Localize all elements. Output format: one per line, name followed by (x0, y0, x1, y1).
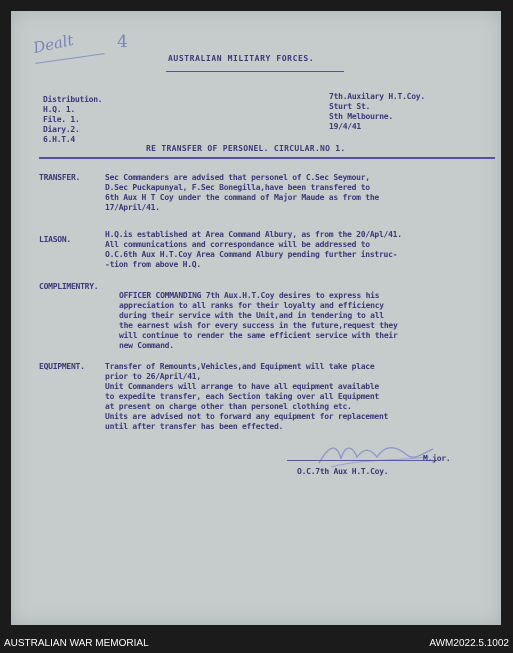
section-line: Unit Commanders will arrange to have all equipment available (105, 382, 379, 391)
distribution-line: H.Q. 1. (43, 105, 75, 114)
section-line: until after transfer has been effected. (105, 422, 284, 431)
section-line: appreciation to all ranks for their loyalty and efficiency (119, 301, 384, 310)
section-line: Sec Commanders are advised that personel of C.Sec Seymour, (105, 173, 370, 182)
section-label: TRANSFER. (39, 173, 81, 182)
distribution-line: 6.H.T.4 (43, 135, 75, 144)
section-line: at present on charge other than personel clothing etc. (105, 402, 352, 411)
section-label: LIASON. (39, 235, 71, 244)
address-date: 19/4/41 (329, 122, 361, 131)
document-subject: RE TRANSFER OF PERSONEL. CIRCULAR.NO 1. (146, 144, 346, 153)
section-line: OFFICER COMMANDING 7th Aux.H.T.Coy desires to express his (119, 291, 380, 300)
section-line: will continue to render the same efficient service with their (119, 331, 398, 340)
section-line: to expedite transfer, each Section taking over all Equipment (105, 392, 379, 401)
section-label: EQUIPMENT. (39, 362, 85, 371)
distribution-heading: Distribution. (43, 95, 103, 104)
signature-line (287, 460, 437, 461)
heading-underline (166, 71, 344, 72)
document-heading: AUSTRALIAN MILITARY FORCES. (168, 54, 315, 63)
handwritten-number: 4 (117, 32, 128, 52)
section-line: 17/April/41. (105, 203, 160, 212)
distribution-line: File. 1. (43, 115, 80, 124)
section-line: Units are advised not to forward any equipment for replacement (105, 412, 389, 421)
footer-accession: AWM2022.5.1002 (429, 638, 509, 649)
address-line: Sth Melbourne. (329, 112, 393, 121)
section-label: COMPLIMENTRY. (39, 282, 99, 291)
address-line: 7th.Auxilary H.T.Coy. (329, 92, 425, 101)
section-line: All communications and correspondance will be addressed to (105, 240, 370, 249)
section-line: prior to 26/April/41, (105, 372, 201, 381)
subject-rule (39, 157, 495, 159)
signature-title: O.C.7th Aux H.T.Coy. (297, 467, 389, 476)
section-line: new Command. (119, 341, 174, 350)
section-line: during their service with the Unit,and in tendering to all (119, 311, 384, 320)
section-line: H.Q.is established at Area Command Albury, as from the 20/Apl/41. (105, 230, 402, 239)
section-line: the earnest wish for every success in the future,request they (119, 321, 398, 330)
footer-institution: AUSTRALIAN WAR MEMORIAL (4, 638, 149, 649)
handwritten-note: Dealt (31, 30, 76, 58)
section-line: D.Sec Puckapunyal, F.Sec Bonegilla,have been transfered to (105, 183, 370, 192)
address-line: Sturt St. (329, 102, 371, 111)
section-line: 6th Aux H T Coy under the command of Major Maude as from the (105, 193, 379, 202)
section-line: Transfer of Remounts,Vehicles,and Equipment will take place (105, 362, 375, 371)
distribution-line: Diary.2. (43, 125, 80, 134)
section-line: O.C.6th Aux H.T.Coy Area Command Albury pending further instruc- (105, 250, 398, 259)
document-sheet (11, 11, 501, 625)
section-line: -tion from above H.Q. (105, 260, 201, 269)
signature-rank: M.jor. (423, 454, 451, 463)
